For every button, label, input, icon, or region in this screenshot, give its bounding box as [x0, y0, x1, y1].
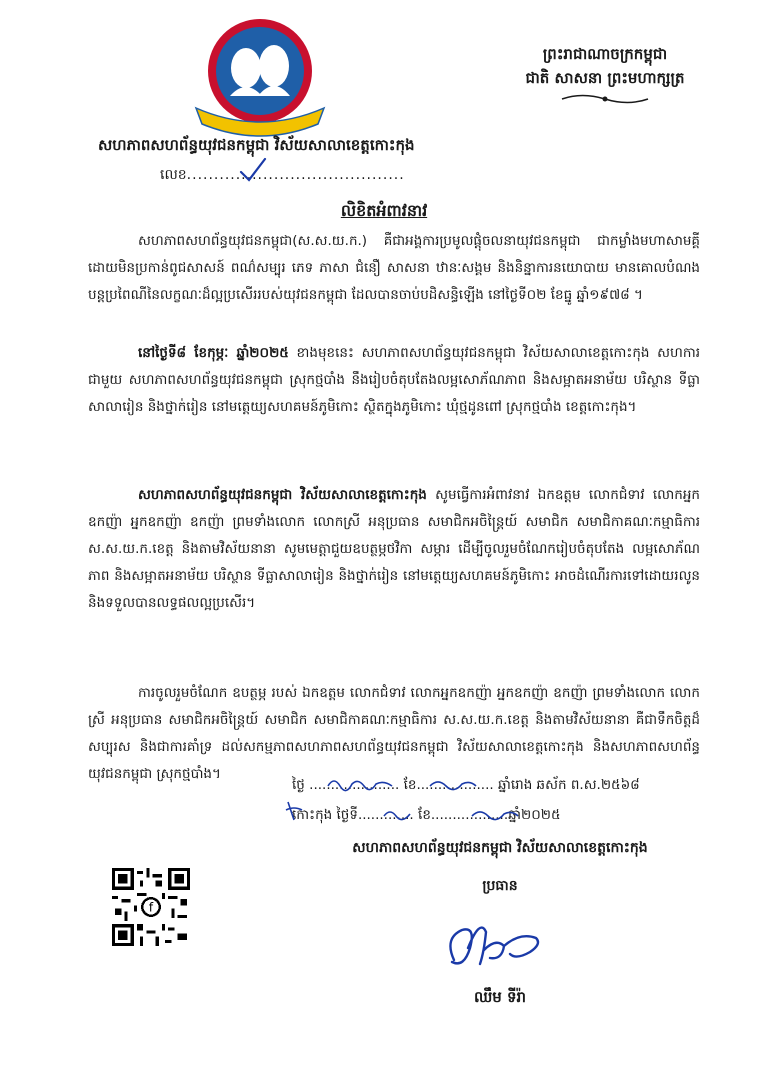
- solar-date-line: [292, 806, 561, 826]
- organization-name: សហភាពសហព័ន្ធយុវជនកម្ពុជា វិស័យសាលាខេត្តកោះកុង: [98, 136, 415, 154]
- solar-month-dots: ..................: [430, 807, 509, 823]
- organization-logo: [190, 16, 330, 138]
- national-motto: ជាតិ សាសនា ព្រះមហាក្សត្រ: [525, 69, 685, 87]
- lunar-day-dots: .....................: [309, 777, 400, 793]
- paragraph-2-text: ខាងមុខនេះ សហភាពសហព័ន្ធយុវជនកម្ពុជា វិស័យសាលាខេត្តកោះកុង សហការជាមួយ សហភាពសហព័ន្ធយុវជនកម្ពុជា ស្រុកថ្មបាំង នឹងរៀបចំតុបតែងលម្អសោភ័ណភាព និងសម្អាតអនាម័យ បរិស្ថាន ទីធ្លាសាលារៀន និងថ្នាក់រៀន នៅមត្តេយ្យសហគមន៍ភូមិកោះ ស្ថិតក្នុងភូមិកោះ ឃុំថ្មដូនពៅ ស្រុកថ្មបាំង ខេត្តកោះកុង។: [88, 345, 700, 415]
- handwritten-lunar-day: [326, 774, 396, 792]
- svg-text:f: f: [148, 899, 154, 915]
- reference-number-line: [160, 165, 405, 186]
- solar-day-dots: .............: [357, 807, 414, 823]
- lunar-day-label: ថ្ងៃ: [292, 777, 305, 793]
- lunar-year-text: ឆ្នាំរោង ឆស័ក ព.ស.២៥៦៨: [497, 777, 640, 793]
- solar-month-label: ខែ: [418, 807, 431, 823]
- paragraph-appeal: [88, 482, 700, 617]
- paragraph-event: [88, 340, 700, 421]
- handwritten-lunar-month: [428, 774, 478, 792]
- ornament-divider: [560, 92, 650, 106]
- handwritten-signature: [440, 908, 560, 988]
- signature-organization: សហភាពសហព័ន្ធយុវជនកម្ពុជា វិស័យសាលាខេត្តកោះកុង: [352, 840, 648, 856]
- reference-dots: ........................................: [186, 167, 405, 183]
- reference-label: លេខ: [160, 167, 187, 183]
- check-mark-icon: [238, 156, 268, 184]
- paragraph-introduction: [88, 228, 700, 309]
- solar-year-text: ឆ្នាំ២០២៥: [508, 807, 561, 823]
- event-date-lead: នៅថ្ងៃទី៨ ខែកុម្ភៈ ឆ្នាំ២០២៥: [138, 345, 289, 361]
- lunar-month-dots: ..................: [416, 777, 494, 793]
- signatory-title: ប្រធាន: [482, 878, 518, 894]
- handwritten-mark-icon: [284, 800, 304, 822]
- paragraph-4-text: ការចូលរួមចំណែក ឧបត្ថម្ភ របស់ ឯកឧត្តម លោកជំទាវ លោកអ្នកឧកញ៉ា អ្នកឧកញ៉ា ឧកញ៉ា ព្រមទាំងលោក លោកស្រី អនុប្រធាន សមាជិកអចិន្ត្រៃយ៍ សមាជិក សមាជិកាគណៈកម្មាធិការ ស.ស.យ.ក.ខេត្ត និងតាមវិស័យនានា គឺជាទឹកចិត្តដ៏សប្បុរស និងជាការគាំទ្រ ដល់សកម្មភាពសហភាពសហព័ន្ធយុវជនកម្ពុជា វិស័យសាលាខេត្តកោះកុង និងសហភាពសហព័ន្ធយុវជនកម្ពុជា ស្រុកថ្មបាំង។: [88, 685, 700, 782]
- paragraph-1-text: សហភាពសហព័ន្ធយុវជនកម្ពុជា(ស.ស.យ.ក.) គឺជាអង្គការប្រមូលផ្តុំចលនាយុវជនកម្ពុជា ជាកម្លាំងមហាសាមគ្គី ដោយមិនប្រកាន់ពូជសាសន៍ ពណ៌សម្បុរ ភេទ ភាសា ជំនឿ សាសនា ឋានៈសង្គម និងនិន្នាការនយោបាយ មានគោលបំណងបន្តប្រពៃណីនៃលក្ខណៈដ៏ល្អប្រសើររបស់យុវជនកម្ពុជា ដែលបានចាប់បដិសន្ធិឡើង នៅថ្ងៃទី០២ ខែធ្នូ ឆ្នាំ១៩៧៨ ។: [88, 233, 700, 303]
- lunar-month-label: ខែ: [403, 777, 417, 793]
- paragraph-3-text: សូមធ្វើការអំពាវនាវ ឯកឧត្តម លោកជំទាវ លោកអ្នកឧកញ៉ា អ្នកឧកញ៉ា ឧកញ៉ា ព្រមទាំងលោក លោកស្រី អនុប្រធាន សមាជិកអចិន្ត្រៃយ៍ សមាជិក សមាជិកាគណៈកម្មាធិការ ស.ស.យ.ក.ខេត្ត និងតាមវិស័យនានា សូមមេត្តាជួយឧបត្ថម្ភថវិកា សម្ភារ ដើម្បីចូលរួមចំណែករៀបចំតុបតែង លម្អសោភ័ណភាព និងសម្អាតអនាម័យ បរិស្ថាន ទីធ្លាសាលារៀន និងថ្នាក់រៀន នៅមត្តេយ្យសហគមន៍ភូមិកោះ អាចដំណើរការទៅដោយរលូន និងទទួលបានលទ្ធផលល្អប្រសើរ។: [88, 487, 700, 611]
- qr-code: [112, 868, 190, 946]
- paragraph-closing: [88, 680, 700, 788]
- handwritten-solar-day: [382, 804, 412, 822]
- document-title: លិខិតអំពាវនាវ: [340, 201, 428, 220]
- solar-day-label: កោះកុង ថ្ងៃទី: [292, 807, 358, 823]
- kingdom-title: ព្រះរាជាណាចក្រកម្ពុជា: [542, 45, 668, 63]
- signatory-name: ឈឹម ទីរ៉ា: [473, 988, 527, 1006]
- kingdom-header: [490, 42, 720, 106]
- handwritten-solar-month: [470, 804, 520, 822]
- appeal-org-lead: សហភាពសហព័ន្ធយុវជនកម្ពុជា វិស័យសាលាខេត្តកោះកុង: [138, 487, 427, 503]
